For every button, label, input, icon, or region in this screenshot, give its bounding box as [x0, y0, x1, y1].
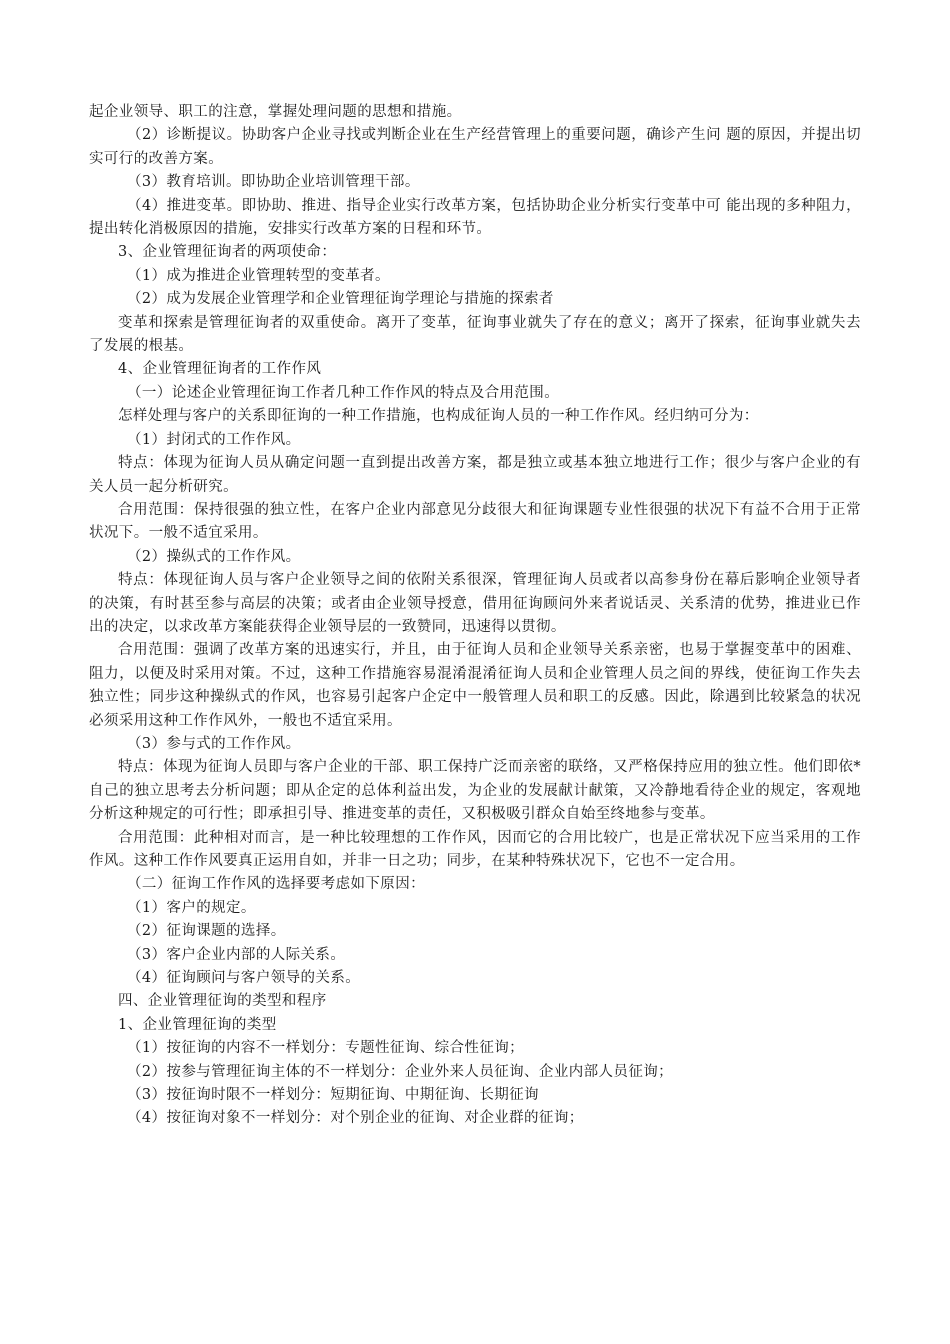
list-item: （1）客户的规定。 — [127, 899, 256, 916]
paragraph: 合用范围：此种相对而言，是一种比较理想的工作作风，因而它的合用比较广，也是正常状况下应当采用的工作作风。这种工作作风要真正运用自如，并非一日之功；同步，在某种特殊状况下，它也不一定合用。 — [89, 829, 861, 869]
paragraph: 特点：体现为征询人员即与客户企业的干部、职工保持广泛而亲密的联络，又严格保持应用的独立性。他们即依*自己的独立思考去分析问题；即从企定的总体利益出发，为企业的发展献计献策，又冷静地看待企业的规定，客观地分析这种规定的可行性；即承担引导、推进变革的责任，又积极吸引群众自始至终地参与变革。 — [89, 759, 861, 823]
paragraph: （2）诊断提议。协助客户企业寻找或判断企业在生产经营管理上的重要问题，确诊产生问 题的原因，并提出切实可行的改善方案。 — [89, 127, 861, 167]
paragraph: 变革和探索是管理征询者的双重使命。离开了变革，征询事业就失了存在的意义；离开了探索，征询事业就失去了发展的根基。 — [89, 314, 861, 355]
paragraph: （3）教育培训。即协助企业培训管理干部。 — [127, 174, 420, 191]
section-heading: 1、企业管理征询的类型 — [118, 1016, 277, 1033]
list-item: （4）按征询对象不一样划分：对个别企业的征询、对企业群的征询； — [127, 1110, 584, 1127]
paragraph: （二）征询工作作风的选择要考虑如下原因： — [127, 876, 425, 893]
paragraph: （3）参与式的工作作风。 — [127, 735, 301, 752]
document-body — [89, 101, 861, 1131]
paragraph: 特点：体现征询人员与客户企业领导之间的依附关系很深，管理征询人员或者以高参身份在幕后影响企业领导者的决策，有时甚至参与高层的决策；或者由企业领导授意，借用征询顾问外来者说话灵、关系清的优势，推进业已作出的决定，以求改革方案能获得企业领导层的一致赞同，迅速得以贯彻。 — [89, 572, 861, 635]
paragraph: 起企业领导、职工的注意，掌握处理问题的思想和措施。 — [89, 104, 462, 120]
list-item: （4）征询顾问与客户领导的关系。 — [127, 970, 361, 987]
paragraph: （2）操纵式的工作作风。 — [127, 548, 301, 565]
section-heading: 四、企业管理征询的类型和程序 — [118, 993, 327, 1010]
section-heading: 3、企业管理征询者的两项使命： — [118, 244, 337, 261]
list-item: （3）按征询时限不一样划分：短期征询、中期征询、长期征询 — [127, 1087, 539, 1104]
paragraph: （1）成为推进企业管理转型的变革者。 — [127, 267, 390, 284]
paragraph: （1）封闭式的工作作风。 — [127, 431, 301, 448]
paragraph: （2）成为发展企业管理学和企业管理征询学理论与措施的探索者 — [127, 291, 554, 308]
paragraph: （一）论述企业管理征询工作者几种工作作风的特点及合用范围。 — [127, 384, 560, 401]
list-item: （3）客户企业内部的人际关系。 — [127, 946, 346, 963]
section-heading: 4、企业管理征询者的工作作风 — [118, 361, 322, 378]
paragraph: 怎样处理与客户的关系即征询的一种工作措施，也构成征询人员的一种工作作风。经归纳可分为： — [118, 408, 759, 425]
list-item: （2）征询课题的选择。 — [127, 923, 286, 940]
list-item: （2）按参与管理征询主体的不一样划分：企业外来人员征询、企业内部人员征询； — [127, 1063, 674, 1080]
list-item: （1）按征询的内容不一样划分：专题性征询、综合性征询； — [127, 1040, 525, 1057]
paragraph: 合用范围：保持很强的独立性，在客户企业内部意见分歧很大和征询课题专业性很强的状况下有益不合用于正常状况下。一般不适宜采用。 — [89, 501, 861, 542]
paragraph: （4）推进变革。即协助、推进、指导企业实行改革方案，包括协助企业分析实行变革中可 能出现的多种阻力，提出转化消极原因的措施，安排实行改革方案的日程和环节。 — [89, 197, 861, 238]
paragraph: 特点：体现为征询人员从确定问题一直到提出改善方案，都是独立或基本独立地进行工作；很少与客户企业的有关人员一起分析研究。 — [89, 455, 861, 495]
paragraph: 合用范围：强调了改革方案的迅速实行，并且，由于征询人员和企业领导关系亲密，也易于掌握变革中的困难、阻力，以便及时采用对策。不过，这种工作措施容易混淆混淆征询人员和企业管理人员之间的界线，使征询工作失去独立性；同步这种操纵式的作风，也容易引起客户企定中一般管理人员和职工的反感。因此，除遇到比较紧急的状况必须采用这种工作作风外，一般也不适宜采用。 — [89, 642, 861, 729]
